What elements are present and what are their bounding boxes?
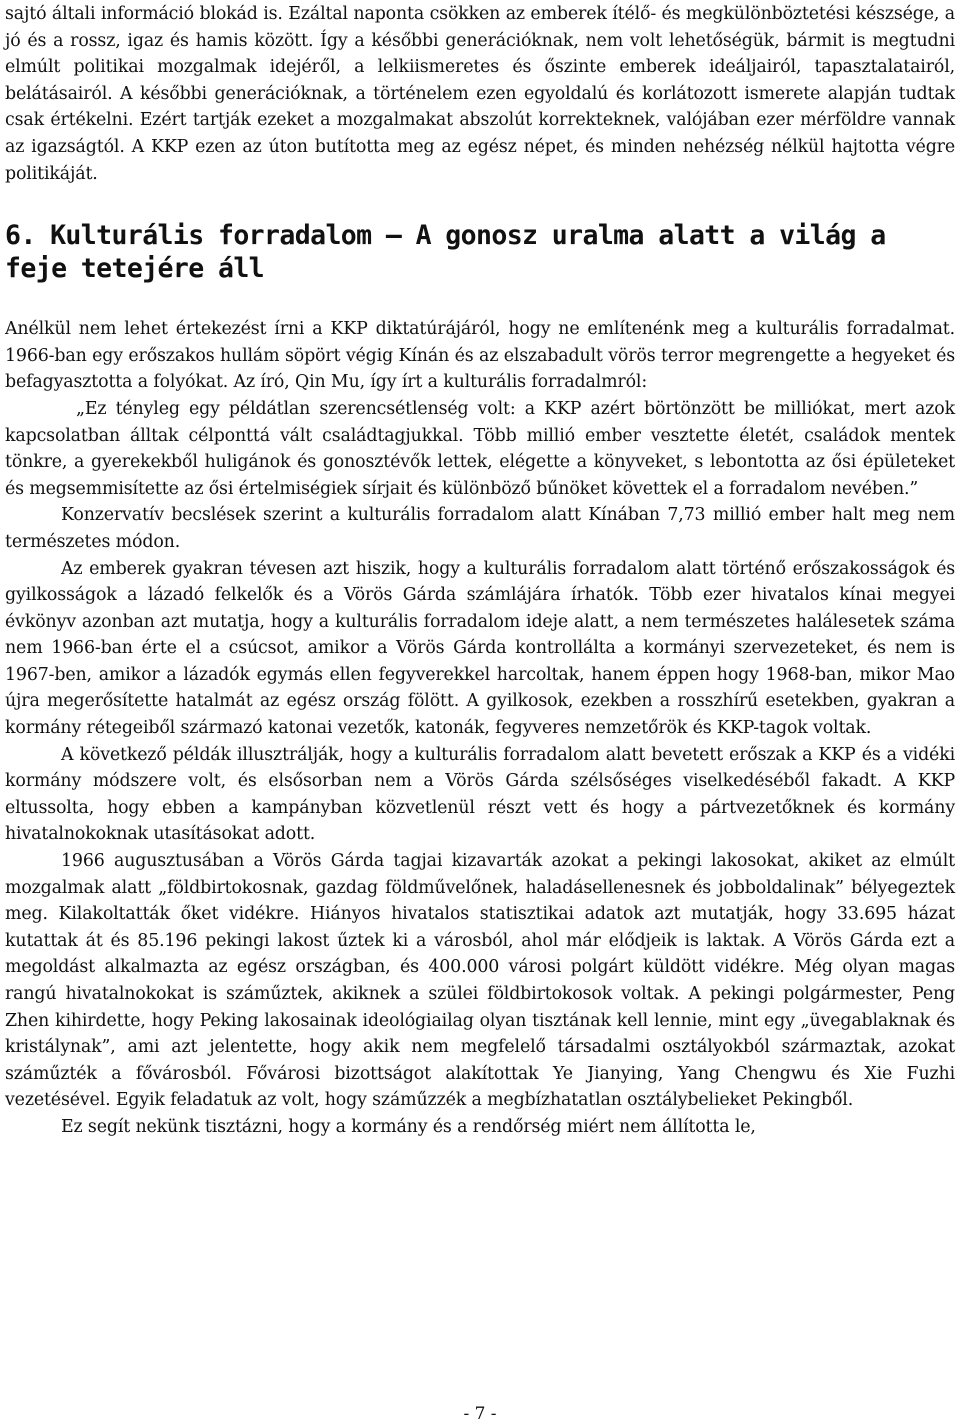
- paragraph-intro: Anélkül nem lehet értekezést írni a KKP diktatúrájáról, hogy ne említenénk meg a kulturális forradalmat. 1966-ban egy erőszakos hullám söpört végig Kínán és az elszabadult vörös terror megrengette a hegyeket és befagyasztotta a folyókat. Az író, Qin Mu, így írt a kulturális forradalmról:: [5, 319, 955, 393]
- page-number: - 7 -: [463, 1404, 497, 1424]
- document-page: [5, 0, 955, 1141]
- paragraph: A következő példák illusztrálják, hogy a kulturális forradalom alatt bevetett erőszak a KKP és a vidéki kormány módszere volt, és elsősorban nem a Vörös Gárda szélsőséges viselkedéséből fakadt. A KKP eltussolta, hogy ebben a kampányban közvetlenül részt vett és hogy a pártvezetőknek és kormány hivatalnokoknak utasításokat adott.: [5, 744, 955, 845]
- paragraph: Konzervatív becslések szerint a kulturális forradalom alatt Kínában 7,73 millió ember halt meg nem természetes módon.: [5, 505, 955, 552]
- paragraph-continued: sajtó általi információ blokád is. Ezáltal naponta csökken az emberek ítélő- és megkülönböztetési készsége, a jó és a rossz, igaz és hamis között. Így a későbbi generációknak, nem volt lehetőségük, bármit is megtudni elmúlt politikai mozgalmak idejéről, a lelkiismeretes és őszinte emberek ideáljairól, tapasztalatairól, belátásairól. A későbbi generációknak, a történelem ezen egyoldalú és korlátozott ismerete alapján tudtak csak értékelni. Ezért tartják ezeket a mozgalmakat abszolút korrekteknek, valójában ezer mérföldre vannak az igazságtól. A KKP ezen az úton butította meg az egész népet, és minden nehézség nélkül hajtotta végre politikáját.: [5, 4, 955, 184]
- quote-paragraph: „Ez tényleg egy példátlan szerencsétlenség volt: a KKP azért börtönzött be milliókat, mert azok kapcsolatban álltak célponttá vált családtagjukkal. Több millió ember vesztette életét, családok mentek tönkre, a gyerekekből huligánok és gonosztévők lettek, elégette a könyveket, s lebontotta az ősi épületeket és megsemmisítette az ősi értelmiségiek sírjait és különböző bűnöket követtek el a forradalom nevében.”: [5, 398, 955, 499]
- paragraph: Az emberek gyakran tévesen azt hiszik, hogy a kulturális forradalom alatt történő erőszakosságok és gyilkosságok a lázadó felkelők és a Vörös Gárda számlájára írhatók. Több ezer hivatalos kínai megyei évkönyv azonban azt mutatja, hogy a kulturális forradalom ideje alatt, a nem természetes halálesetek száma nem 1966-ban érte el a csúcsot, amikor a Vörös Gárda kontrollálta a kormányi szervezeteket, és nem is 1967-ben, amikor a lázadók egymás ellen fegyverekkel harcoltak, hanem éppen hogy 1968-ban, mikor Mao újra megerősítette hatalmát az egész ország fölött. A gyilkosok, ezekben a rosszhírű esetekben, gyakran a kormány rétegeiből származó katonai vezetők, katonák, fegyveres nemzetőrök és KKP-tagok voltak.: [5, 558, 955, 739]
- section-heading: 6. Kulturális forradalom – A gonosz uralma alatt a világ a feje tetejére áll: [5, 220, 886, 285]
- paragraph: Ez segít nekünk tisztázni, hogy a kormány és a rendőrség miért nem állította le,: [61, 1116, 756, 1137]
- paragraph: 1966 augusztusában a Vörös Gárda tagjai kizavarták azokat a pekingi lakosokat, akiket az elmúlt mozgalmak alatt „földbirtokosnak, gazdag földművelőnek, haladásellenesnek és jobboldalinak” bélyegeztek meg. Kilakoltatták őket vidékre. Hiányos hivatalos statisztikai adatok azt mutatják, hogy 33.695 házat kutattak át és 85.196 pekingi lakost űztek ki a városból, ahol már elődjeik is laktak. A Vörös Gárda ezt a megoldást alkalmazta az egész országban, és 400.000 városi polgárt küldött vidékre. Még olyan magas rangú hivatalnokokat is száműztek, akiknek a szülei földbirtokosok voltak. A pekingi polgármester, Peng Zhen kihirdette, hogy Peking lakosainak ideológiailag olyan tisztának kell lennie, mint egy „üvegablaknak és kristálynak”, ami azt jelentette, hogy akik nem megfelelő társadalmi osztályokból származtak, azokat száműzték a fővárosból. Fővárosi bizottságot alakítottak Ye Jianying, Yang Chengwu és Xie Fuzhi vezetésével. Egyik feladatuk az volt, hogy száműzzék a megbízhatatlan osztálybelieket Pekingből.: [5, 851, 955, 1111]
